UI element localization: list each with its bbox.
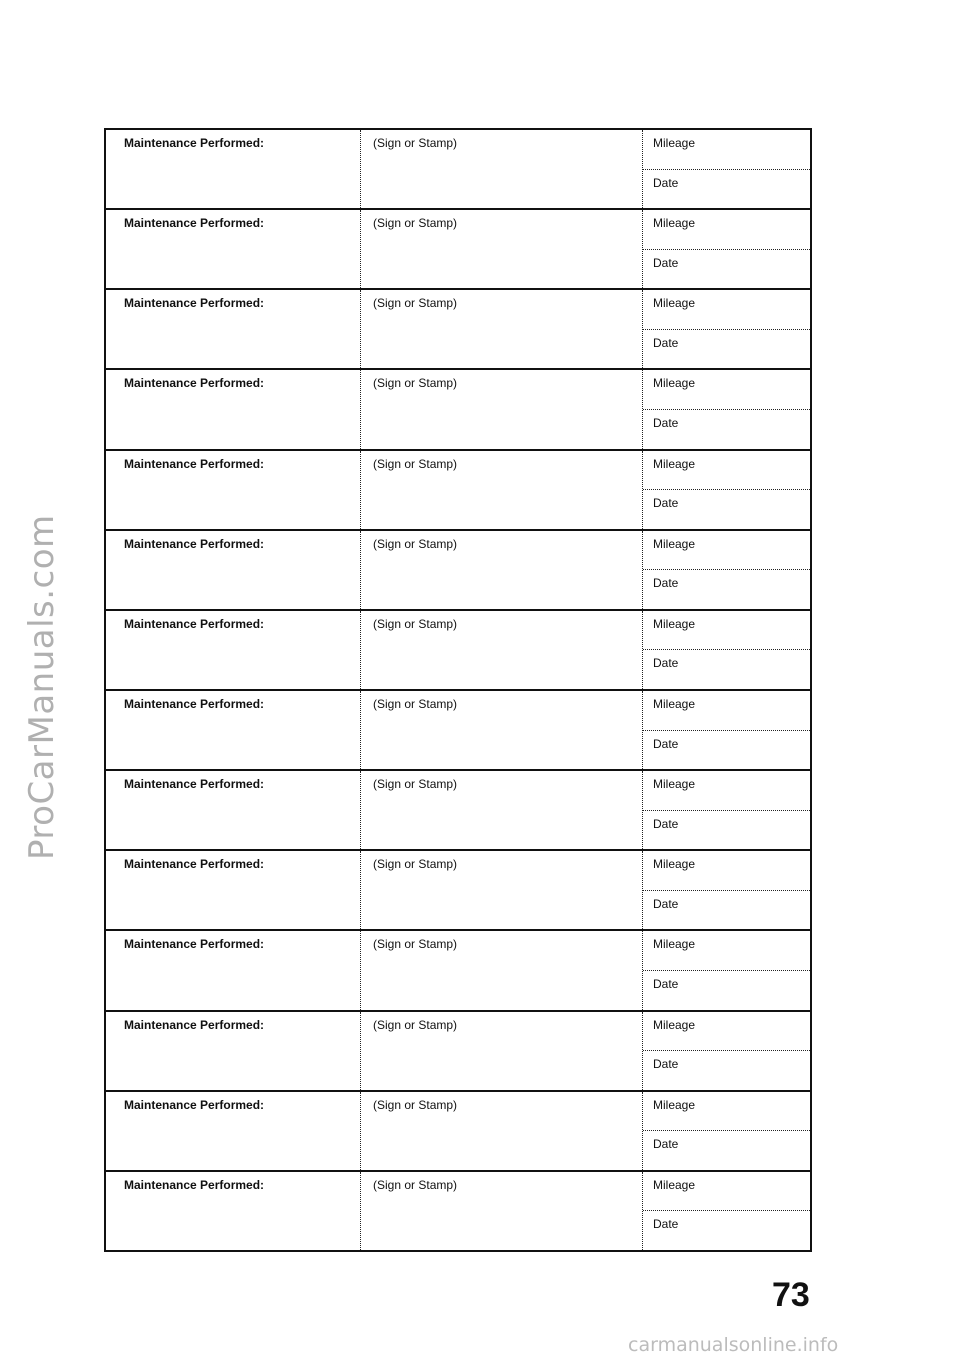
mileage-date-cell <box>642 1172 810 1250</box>
maintenance-performed-label: Maintenance Performed: <box>124 376 265 391</box>
log-row <box>106 451 810 531</box>
maintenance-performed-cell[interactable] <box>106 1172 360 1250</box>
sign-or-stamp-cell[interactable] <box>360 1172 642 1250</box>
mileage-date-cell <box>642 370 810 448</box>
date-label: Date <box>653 576 679 591</box>
mileage-label: Mileage <box>653 216 696 231</box>
log-row <box>106 130 810 210</box>
maintenance-performed-label: Maintenance Performed: <box>124 136 265 150</box>
log-row <box>106 1172 810 1250</box>
maintenance-performed-cell[interactable] <box>106 1092 360 1170</box>
sign-or-stamp-label: (Sign or Stamp) <box>373 216 458 231</box>
maintenance-performed-cell[interactable] <box>106 210 360 288</box>
sign-or-stamp-cell[interactable] <box>360 451 642 529</box>
log-row <box>106 1012 810 1092</box>
date-field[interactable] <box>643 330 810 369</box>
sign-or-stamp-label: (Sign or Stamp) <box>373 536 458 551</box>
side-watermark: ProCarManuals.com <box>22 514 62 860</box>
sign-or-stamp-cell[interactable] <box>360 1012 642 1090</box>
maintenance-performed-cell[interactable] <box>106 611 360 689</box>
date-field[interactable] <box>643 891 810 930</box>
mileage-field[interactable] <box>643 1092 810 1132</box>
log-row <box>106 531 810 611</box>
date-field[interactable] <box>643 410 810 449</box>
date-field[interactable] <box>643 650 810 689</box>
sign-or-stamp-cell[interactable] <box>360 691 642 769</box>
mileage-label: Mileage <box>653 777 696 792</box>
mileage-field[interactable] <box>643 691 810 731</box>
date-field[interactable] <box>643 1211 810 1250</box>
maintenance-performed-label: Maintenance Performed: <box>124 777 265 792</box>
mileage-date-cell <box>642 931 810 1009</box>
sign-or-stamp-label: (Sign or Stamp) <box>373 376 458 391</box>
log-row <box>106 290 810 370</box>
log-row <box>106 771 810 851</box>
sign-or-stamp-label: (Sign or Stamp) <box>373 1097 458 1112</box>
mileage-label: Mileage <box>653 296 696 311</box>
date-label: Date <box>653 416 679 430</box>
date-label: Date <box>653 255 679 270</box>
sign-or-stamp-label: (Sign or Stamp) <box>373 857 458 872</box>
mileage-date-cell <box>642 771 810 849</box>
date-label: Date <box>653 656 679 671</box>
mileage-field[interactable] <box>643 771 810 811</box>
mileage-field[interactable] <box>643 1012 810 1052</box>
maintenance-performed-label: Maintenance Performed: <box>124 536 265 551</box>
date-field[interactable] <box>643 811 810 850</box>
mileage-label: Mileage <box>653 536 696 551</box>
mileage-field[interactable] <box>643 210 810 250</box>
maintenance-performed-label: Maintenance Performed: <box>124 296 265 311</box>
maintenance-log-table <box>104 128 812 1252</box>
mileage-field[interactable] <box>643 451 810 491</box>
maintenance-performed-label: Maintenance Performed: <box>124 937 265 952</box>
date-field[interactable] <box>643 1131 810 1170</box>
sign-or-stamp-cell[interactable] <box>360 531 642 609</box>
mileage-field[interactable] <box>643 290 810 330</box>
date-field[interactable] <box>643 1051 810 1090</box>
bottom-watermark: carmanualsonline.info <box>628 1334 839 1356</box>
maintenance-performed-cell[interactable] <box>106 771 360 849</box>
maintenance-performed-label: Maintenance Performed: <box>124 616 265 631</box>
maintenance-performed-cell[interactable] <box>106 691 360 769</box>
mileage-date-cell <box>642 611 810 689</box>
mileage-date-cell <box>642 451 810 529</box>
date-label: Date <box>653 335 679 350</box>
sign-or-stamp-cell[interactable] <box>360 130 642 208</box>
mileage-date-cell <box>642 290 810 368</box>
log-row <box>106 1092 810 1172</box>
log-row <box>106 611 810 691</box>
maintenance-performed-cell[interactable] <box>106 851 360 929</box>
sign-or-stamp-cell[interactable] <box>360 611 642 689</box>
mileage-label: Mileage <box>653 857 696 872</box>
sign-or-stamp-cell[interactable] <box>360 210 642 288</box>
mileage-field[interactable] <box>643 130 810 170</box>
mileage-date-cell <box>642 531 810 609</box>
sign-or-stamp-cell[interactable] <box>360 370 642 448</box>
date-label: Date <box>653 976 679 991</box>
maintenance-performed-cell[interactable] <box>106 1012 360 1090</box>
mileage-label: Mileage <box>653 376 696 391</box>
maintenance-performed-cell[interactable] <box>106 531 360 609</box>
sign-or-stamp-cell[interactable] <box>360 931 642 1009</box>
mileage-label: Mileage <box>653 1097 696 1112</box>
maintenance-performed-cell[interactable] <box>106 290 360 368</box>
mileage-date-cell <box>642 691 810 769</box>
log-row <box>106 931 810 1011</box>
mileage-field[interactable] <box>643 851 810 891</box>
sign-or-stamp-label: (Sign or Stamp) <box>373 296 458 311</box>
mileage-label: Mileage <box>653 136 696 150</box>
maintenance-performed-label: Maintenance Performed: <box>124 1177 265 1192</box>
sign-or-stamp-label: (Sign or Stamp) <box>373 937 458 952</box>
date-label: Date <box>653 496 679 511</box>
mileage-date-cell <box>642 1092 810 1170</box>
log-row <box>106 210 810 290</box>
mileage-date-cell <box>642 1012 810 1090</box>
date-label: Date <box>653 816 679 831</box>
sign-or-stamp-label: (Sign or Stamp) <box>373 136 458 150</box>
maintenance-performed-label: Maintenance Performed: <box>124 696 265 711</box>
mileage-label: Mileage <box>653 1177 696 1192</box>
date-label: Date <box>653 175 679 190</box>
mileage-field[interactable] <box>643 1172 810 1212</box>
mileage-label: Mileage <box>653 937 696 952</box>
mileage-label: Mileage <box>653 616 696 631</box>
mileage-date-cell <box>642 851 810 929</box>
page-number: 73 <box>772 1276 810 1314</box>
mileage-date-cell <box>642 130 810 208</box>
date-label: Date <box>653 1137 679 1152</box>
maintenance-performed-cell[interactable] <box>106 931 360 1009</box>
sign-or-stamp-cell[interactable] <box>360 1092 642 1170</box>
date-field[interactable] <box>643 731 810 770</box>
maintenance-performed-label: Maintenance Performed: <box>124 216 265 231</box>
log-row <box>106 370 810 450</box>
maintenance-performed-label: Maintenance Performed: <box>124 1017 265 1032</box>
mileage-field[interactable] <box>643 370 810 410</box>
sign-or-stamp-label: (Sign or Stamp) <box>373 616 458 631</box>
date-field[interactable] <box>643 570 810 609</box>
date-label: Date <box>653 1057 679 1072</box>
sign-or-stamp-label: (Sign or Stamp) <box>373 1177 458 1192</box>
sign-or-stamp-label: (Sign or Stamp) <box>373 1017 458 1032</box>
sign-or-stamp-cell[interactable] <box>360 851 642 929</box>
sign-or-stamp-cell[interactable] <box>360 290 642 368</box>
mileage-label: Mileage <box>653 456 696 471</box>
sign-or-stamp-label: (Sign or Stamp) <box>373 777 458 792</box>
sign-or-stamp-cell[interactable] <box>360 771 642 849</box>
maintenance-performed-label: Maintenance Performed: <box>124 1097 265 1112</box>
date-field[interactable] <box>643 250 810 289</box>
mileage-field[interactable] <box>643 611 810 651</box>
mileage-label: Mileage <box>653 1017 696 1032</box>
date-label: Date <box>653 736 679 751</box>
maintenance-performed-cell[interactable] <box>106 370 360 448</box>
log-row <box>106 691 810 771</box>
mileage-label: Mileage <box>653 696 696 711</box>
maintenance-performed-cell[interactable] <box>106 451 360 529</box>
date-field[interactable] <box>643 170 810 209</box>
date-label: Date <box>653 1217 679 1232</box>
mileage-field[interactable] <box>643 931 810 971</box>
date-field[interactable] <box>643 971 810 1010</box>
maintenance-performed-label: Maintenance Performed: <box>124 456 265 471</box>
date-field[interactable] <box>643 490 810 529</box>
mileage-date-cell <box>642 210 810 288</box>
mileage-field[interactable] <box>643 531 810 571</box>
log-row <box>106 851 810 931</box>
sign-or-stamp-label: (Sign or Stamp) <box>373 456 458 471</box>
sign-or-stamp-label: (Sign or Stamp) <box>373 696 458 711</box>
maintenance-performed-label: Maintenance Performed: <box>124 857 265 872</box>
date-label: Date <box>653 896 679 911</box>
maintenance-performed-cell[interactable] <box>106 130 360 208</box>
